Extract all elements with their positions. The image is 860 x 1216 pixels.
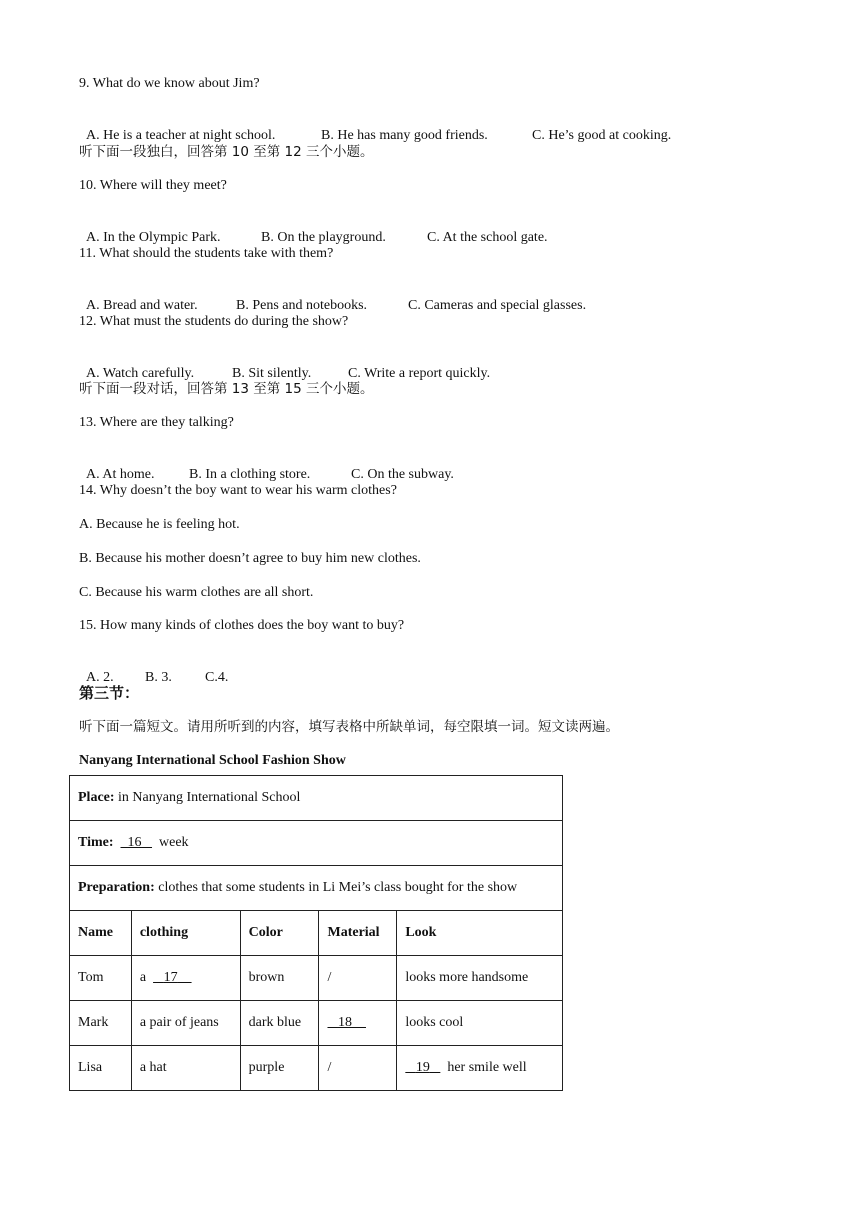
header-material: Material <box>319 911 397 956</box>
option-c: C. He’s good at cooking. <box>532 128 672 143</box>
cell-color: brown <box>240 956 319 1001</box>
instruction-passage: 听下面一篇短文。请用所听到的内容，填写表格中所缺单词，每空限填一词。短文读两遍。 <box>79 719 619 735</box>
place-cell <box>70 776 563 821</box>
header-name: Name <box>70 911 132 956</box>
question-11: 11. What should the students take with them? <box>79 246 334 261</box>
question-14-option-a: A. Because he is feeling hot. <box>79 517 240 532</box>
table-row <box>70 1001 563 1046</box>
option-a: A. 2. <box>86 670 114 685</box>
header-color: Color <box>240 911 319 956</box>
question-9: 9. What do we know about Jim? <box>79 76 260 91</box>
cell-color: purple <box>240 1046 319 1091</box>
cell-color: dark blue <box>240 1001 319 1046</box>
cell-clothing: a 17 <box>131 956 240 1001</box>
cell-clothing: a hat <box>131 1046 240 1091</box>
question-13: 13. Where are they talking? <box>79 415 234 430</box>
question-9-options <box>79 109 671 145</box>
cell-name: Mark <box>70 1001 132 1046</box>
question-10: 10. Where will they meet? <box>79 178 227 193</box>
question-15: 15. How many kinds of clothes does the boy want to buy? <box>79 618 405 633</box>
option-c: C. On the subway. <box>351 467 454 482</box>
question-14-option-c: C. Because his warm clothes are all short. <box>79 585 314 600</box>
option-a: A. Bread and water. <box>86 298 198 313</box>
question-10-options <box>79 211 548 247</box>
option-c: C. At the school gate. <box>427 230 548 245</box>
cell-clothing: a pair of jeans <box>131 1001 240 1046</box>
time-label: Time: <box>78 835 114 850</box>
header-look: Look <box>397 911 563 956</box>
table-row-place <box>70 776 563 821</box>
question-14-option-b: B. Because his mother doesn’t agree to buy him new clothes. <box>79 551 421 566</box>
blank-16: 16 <box>127 835 142 850</box>
table-row-preparation <box>70 866 563 911</box>
table-title: Nanyang International School Fashion Show <box>79 753 346 768</box>
preparation-label: Preparation: <box>78 880 155 895</box>
table-header-row <box>70 911 563 956</box>
preparation-cell <box>70 866 563 911</box>
blank-17: 17 <box>163 970 178 985</box>
option-b: B. 3. <box>145 670 172 685</box>
preparation-value: clothes that some students in Li Mei’s class bought for the show <box>154 880 518 895</box>
option-c: C. Cameras and special glasses. <box>408 298 587 313</box>
option-a: A. In the Olympic Park. <box>86 230 221 245</box>
cell-look: looks more handsome <box>397 956 563 1001</box>
question-11-options <box>79 279 586 315</box>
option-a: A. At home. <box>86 467 155 482</box>
section-title: 第三节： <box>79 684 140 702</box>
question-15-options <box>79 651 228 687</box>
question-12: 12. What must the students do during the show? <box>79 314 349 329</box>
option-b: B. He has many good friends. <box>321 128 488 143</box>
header-clothing: clothing <box>131 911 240 956</box>
cell-name: Lisa <box>70 1046 132 1091</box>
cell-look: looks cool <box>397 1001 563 1046</box>
option-c: C.4. <box>205 670 229 685</box>
instruction-dialogue: 听下面一段对话，回答第 13 至第 15 三个小题。 <box>79 381 374 397</box>
option-a: A. He is a teacher at night school. <box>86 128 276 143</box>
place-label: Place: <box>78 790 115 805</box>
question-14: 14. Why doesn’t the boy want to wear his warm clothes? <box>79 483 397 498</box>
cell-name: Tom <box>70 956 132 1001</box>
time-cell <box>70 821 563 866</box>
time-after: week <box>152 835 189 850</box>
place-value: in Nanyang International School <box>114 790 301 805</box>
cell-material: / <box>319 1046 397 1091</box>
instruction-monologue: 听下面一段独白，回答第 10 至第 12 三个小题。 <box>79 144 374 160</box>
blank-19: 19 <box>415 1060 430 1075</box>
fashion-show-table <box>69 775 563 1091</box>
cell-look: 19 her smile well <box>397 1046 563 1091</box>
option-a: A. Watch carefully. <box>86 366 195 381</box>
cell-material <box>319 1001 397 1046</box>
option-b: B. On the playground. <box>261 230 386 245</box>
question-13-options <box>79 448 454 484</box>
question-12-options <box>79 347 490 383</box>
option-c: C. Write a report quickly. <box>348 366 491 381</box>
option-b: B. In a clothing store. <box>189 467 311 482</box>
option-b: B. Pens and notebooks. <box>236 298 368 313</box>
table-row <box>70 1046 563 1091</box>
option-b: B. Sit silently. <box>232 366 312 381</box>
cell-material: / <box>319 956 397 1001</box>
table-row-time <box>70 821 563 866</box>
blank-18: 18 <box>337 1015 352 1030</box>
table-row <box>70 956 563 1001</box>
